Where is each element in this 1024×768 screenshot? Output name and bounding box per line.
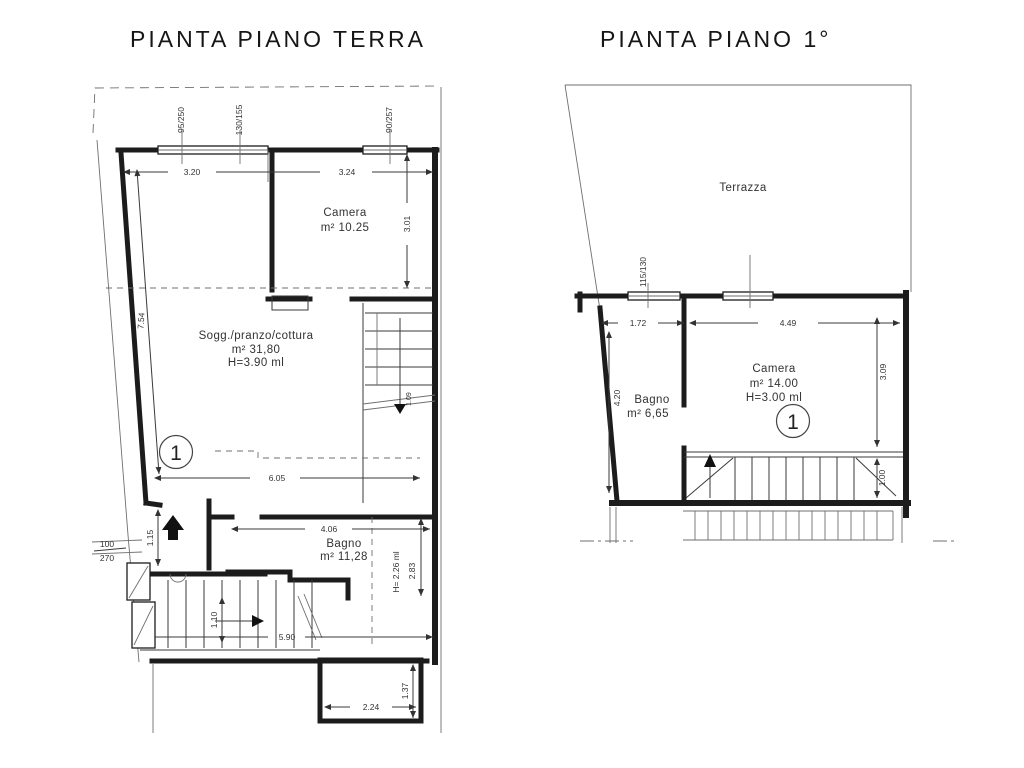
- stair-down-arrow-icon: [394, 404, 406, 414]
- ground-floor-plan: [92, 86, 441, 733]
- dim-1-15: 1.15: [145, 529, 155, 547]
- room-label-terrazza: Terrazza: [719, 182, 767, 194]
- room-area-bagno: m² 11,28: [320, 551, 368, 563]
- dim-1-10: 1.10: [209, 611, 219, 629]
- dim-5-90: 5.90: [278, 632, 296, 642]
- dim-1-37: 1.37: [400, 682, 410, 700]
- dim-window-2: 130/155: [234, 104, 244, 136]
- room-label-soggiorno: Sogg./pranzo/cottura: [198, 330, 314, 342]
- room-label-bagno-1p: Bagno: [634, 394, 670, 406]
- first-balcony-railing: [580, 507, 958, 543]
- dim-4-06: 4.06: [320, 524, 338, 534]
- dim-h-2-26: H= 2.26 ml: [391, 551, 401, 593]
- dim-4-49: 4.49: [779, 318, 797, 328]
- first-boundary-lines: [565, 85, 911, 310]
- unit-number: 1: [170, 442, 182, 465]
- room-area-soggiorno: m² 31,80: [231, 344, 281, 356]
- room-label-bagno: Bagno: [326, 538, 362, 550]
- entrance-arrow-icon: [162, 515, 184, 540]
- room-area-bagno-1p: m² 6,65: [627, 408, 669, 420]
- dim-window-1: 95/250: [176, 107, 186, 133]
- unit-number-1p: 1: [787, 411, 799, 434]
- room-height-soggiorno: H=3.90 ml: [227, 357, 285, 369]
- dim-3-24: 3.24: [338, 167, 356, 177]
- dim-1-72: 1.72: [629, 318, 647, 328]
- dim-door-100: 100: [99, 539, 115, 549]
- first-unit-badge: [777, 405, 810, 438]
- room-label-camera: Camera: [323, 207, 367, 219]
- first-windows: [628, 255, 773, 308]
- dim-3-01: 3.01: [402, 215, 412, 233]
- dim-2-24: 2.24: [362, 702, 380, 712]
- room-height-camera-1p: H=3.00 ml: [745, 392, 803, 404]
- dim-door-270: 270: [99, 553, 115, 563]
- room-area-camera: m² 10.25: [320, 222, 370, 234]
- ground-room-labels: [199, 207, 370, 563]
- ground-stairs-up: [363, 303, 435, 503]
- ground-walls: [118, 150, 437, 733]
- first-room-labels: [627, 363, 802, 420]
- ground-floor-title: PIANTA PIANO TERRA: [130, 26, 426, 52]
- dim-3-09: 3.09: [878, 363, 888, 381]
- first-stairs: [686, 454, 896, 500]
- dim-6-05: 6.05: [268, 473, 286, 483]
- dim-3-20: 3.20: [183, 167, 201, 177]
- dim-1-00: 1.00: [877, 469, 887, 487]
- first-walls: [577, 293, 908, 515]
- dim-7-54: 7.54: [135, 312, 147, 330]
- dim-stair-width: 1.09: [406, 392, 413, 406]
- first-floor-title: PIANTA PIANO 1°: [600, 26, 832, 52]
- room-label-camera-1p: Camera: [752, 363, 796, 375]
- dim-window-3: 90/257: [384, 107, 394, 133]
- dim-2-83: 2.83: [407, 562, 417, 580]
- stair-up-arrow-icon: [704, 454, 716, 467]
- dim-window-115-130: 115/130: [638, 256, 648, 288]
- dim-4-20: 4.20: [612, 389, 622, 407]
- room-area-camera-1p: m² 14.00: [749, 378, 799, 390]
- ground-unit-badge: [160, 436, 193, 469]
- first-floor-plan: [565, 85, 958, 543]
